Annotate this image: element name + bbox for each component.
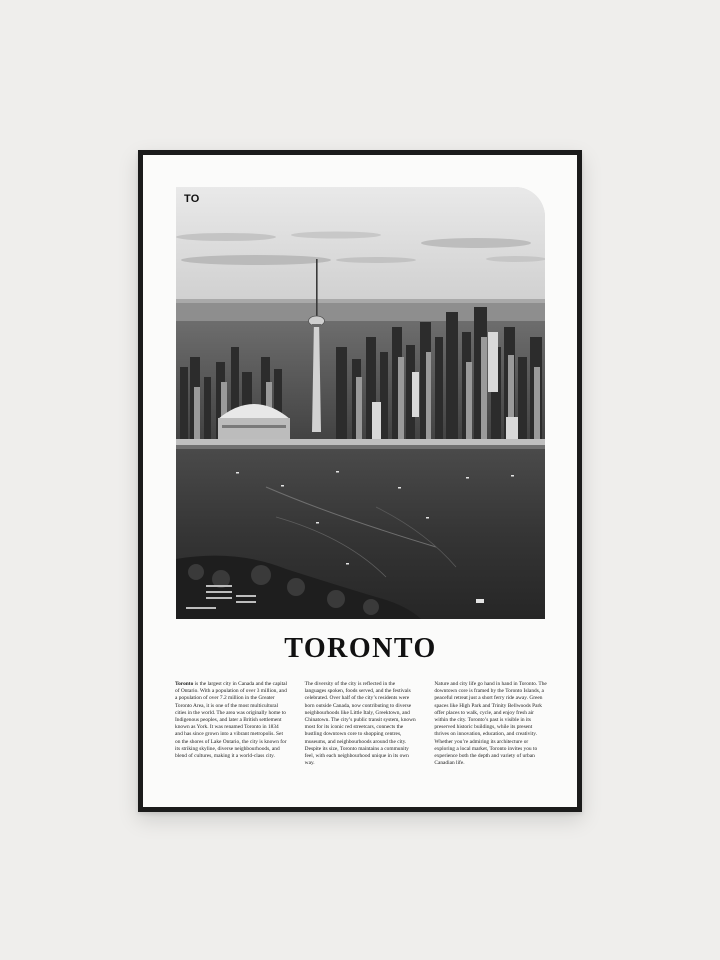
toronto-skyline-photo xyxy=(176,187,545,619)
description-columns xyxy=(175,681,547,767)
skyline-image xyxy=(176,187,545,619)
poster-title: TORONTO xyxy=(284,633,437,664)
lead-word: Toronto xyxy=(175,681,194,687)
corner-mark: TO xyxy=(184,193,200,205)
description-column-3: Nature and city life go hand in hand in Toronto. The downtown core is framed by the Toronto Islands, a peaceful retreat just a short ferry ride away. Green spaces like High Park and Trinity Bellwoods Park offer places to walk, cycle, and enjoy fresh air within the city. Toronto’s past is visible in its preserved historic buildings, while its present thrives on innovation, education, and creativity. Whether you’re admiring its architecture or exploring a local market, Toronto invites you to experience both the depth and variety of urban Canadian life. xyxy=(434,681,547,767)
column-1-text: is the largest city in Canada and the capital of Ontario. With a population of over 3 million, and a population of over 7.2 million in the Greater Toronto Area, it is one of the most multicultural cities in the world. The area was originally home to Indigenous peoples, and later a British settlement known as York. It was renamed Toronto in 1834 and has since grown into a vibrant metropolis. Set on the shores of Lake Ontario, the city is known for its striking skyline, diverse neighbourhoods, and blend of cultures, making it a world-class city. xyxy=(175,681,288,760)
description-column-2: The diversity of the city is reflected in the languages spoken, foods served, and the festivals celebrated. Over half of the city’s residents were born outside Canada, now contributing to diverse neighbourhoods like Little Italy, Greektown, and Chinatown. The city’s public transit system, known most for its iconic red streetcars, connects the bustling downtown core to shopping centres, museums, and neighbourhoods around the city. Despite its size, Toronto maintains a community feel, with each neighbourhood unique in its own way. xyxy=(304,681,416,767)
description-column-1 xyxy=(175,681,288,767)
